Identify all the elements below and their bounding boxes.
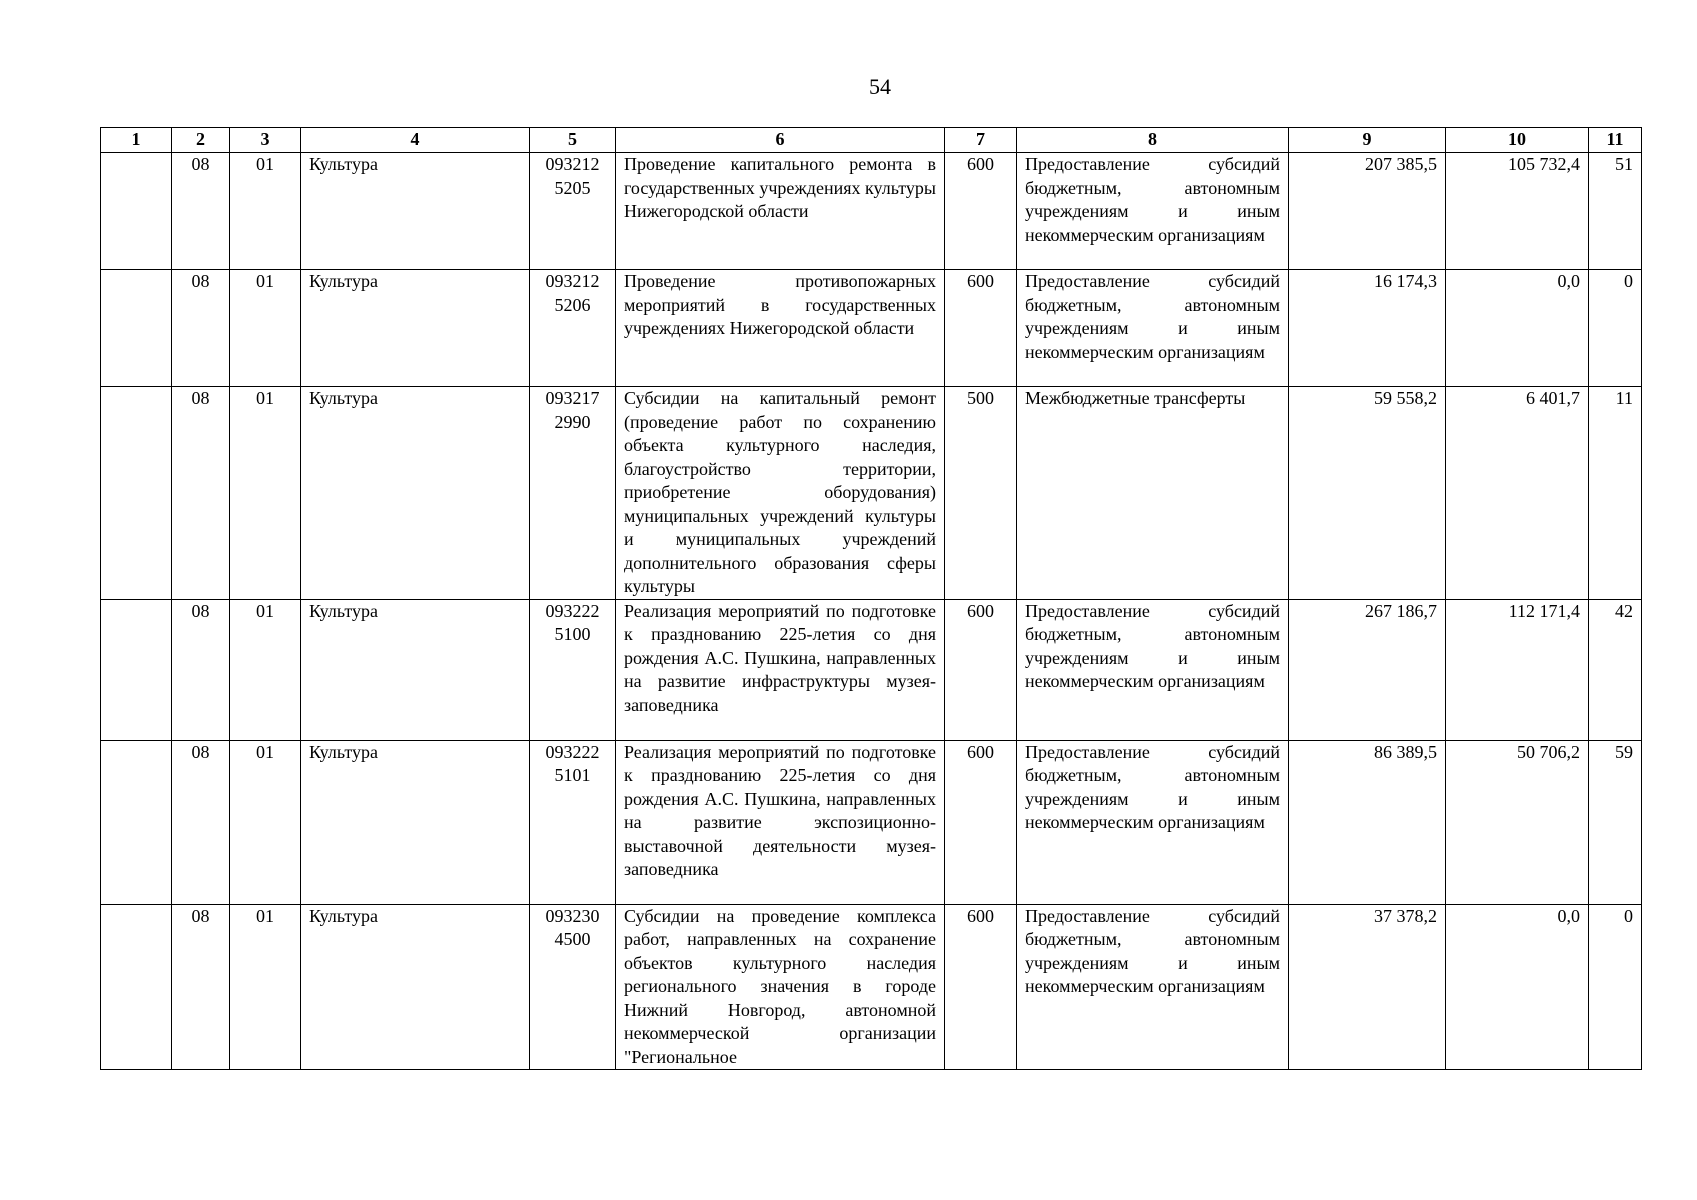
cell-target-code [530, 153, 616, 270]
cell-percent: 59 [1589, 740, 1642, 904]
cell-expense-type: 600 [945, 153, 1017, 270]
cell-target-code [530, 387, 616, 600]
cell-target-code [530, 599, 616, 740]
cell-section-name: Культура [301, 153, 530, 270]
cell-index [101, 599, 172, 740]
cell-executed: 112 171,4 [1446, 599, 1589, 740]
cell-expense-name: Предоставление субсидий бюджетным, автономным учреждениям и иным некоммерческим организациям [1017, 599, 1289, 740]
cell-expense-type: 500 [945, 387, 1017, 600]
code-part: 5100 [554, 624, 591, 644]
column-header: 3 [230, 128, 301, 153]
column-header: 5 [530, 128, 616, 153]
code-part: 093212 [545, 154, 600, 174]
column-header: 9 [1289, 128, 1446, 153]
cell-subsection: 01 [230, 599, 301, 740]
column-header: 8 [1017, 128, 1289, 153]
code-part: 093212 [545, 271, 600, 291]
cell-section: 08 [172, 153, 230, 270]
cell-expense-name: Межбюджетные трансферты [1017, 387, 1289, 600]
cell-description: Реализация мероприятий по подготовке к празднованию 225-летия со дня рождения А.С. Пушкина, направленных на развитие инфраструктуры музея-заповедника [616, 599, 945, 740]
cell-planned: 267 186,7 [1289, 599, 1446, 740]
column-header: 7 [945, 128, 1017, 153]
cell-expense-type: 600 [945, 270, 1017, 387]
cell-expense-name: Предоставление субсидий бюджетным, автономным учреждениям и иным некоммерческим организациям [1017, 904, 1289, 1070]
cell-index [101, 740, 172, 904]
cell-target-code [530, 904, 616, 1070]
column-header: 6 [616, 128, 945, 153]
code-part: 5205 [554, 177, 591, 198]
cell-expense-type: 600 [945, 740, 1017, 904]
cell-section-name: Культура [301, 599, 530, 740]
cell-description: Проведение капитального ремонта в государственных учреждениях культуры Нижегородской области [616, 153, 945, 270]
cell-executed: 6 401,7 [1446, 387, 1589, 600]
cell-percent: 51 [1589, 153, 1642, 270]
cell-section: 08 [172, 740, 230, 904]
cell-description: Проведение противопожарных мероприятий в государственных учреждениях Нижегородской области [616, 270, 945, 387]
table-row [101, 387, 1642, 600]
column-header: 1 [101, 128, 172, 153]
code-part: 2990 [554, 411, 591, 432]
cell-subsection: 01 [230, 904, 301, 1070]
code-part: 093217 [545, 388, 600, 408]
cell-executed: 50 706,2 [1446, 740, 1589, 904]
cell-description: Субсидии на проведение комплекса работ, направленных на сохранение объектов культурного наследия регионального значения в городе Нижний Новгород, автономной некоммерческой организации "Региональное [616, 904, 945, 1070]
cell-section: 08 [172, 599, 230, 740]
cell-planned: 37 378,2 [1289, 904, 1446, 1070]
cell-planned: 86 389,5 [1289, 740, 1446, 904]
cell-target-code [530, 270, 616, 387]
column-header: 10 [1446, 128, 1589, 153]
cell-section-name: Культура [301, 387, 530, 600]
cell-index [101, 270, 172, 387]
budget-table [100, 127, 1642, 1070]
cell-section: 08 [172, 270, 230, 387]
cell-percent: 0 [1589, 270, 1642, 387]
cell-expense-name: Предоставление субсидий бюджетным, автономным учреждениям и иным некоммерческим организациям [1017, 740, 1289, 904]
column-number-row [101, 128, 1642, 153]
cell-section: 08 [172, 904, 230, 1070]
cell-planned: 16 174,3 [1289, 270, 1446, 387]
table-row [101, 270, 1642, 387]
cell-subsection: 01 [230, 153, 301, 270]
cell-planned: 59 558,2 [1289, 387, 1446, 600]
cell-description: Субсидии на капитальный ремонт (проведение работ по сохранению объекта культурного наследия, благоустройство территории, приобретение оборудования) муниципальных учреждений культуры и муниципальных учреждений дополнительного образования сферы культуры [616, 387, 945, 600]
cell-planned: 207 385,5 [1289, 153, 1446, 270]
cell-section-name: Культура [301, 904, 530, 1070]
cell-percent: 11 [1589, 387, 1642, 600]
cell-expense-name: Предоставление субсидий бюджетным, автономным учреждениям и иным некоммерческим организациям [1017, 153, 1289, 270]
cell-index [101, 153, 172, 270]
cell-percent: 42 [1589, 599, 1642, 740]
cell-expense-type: 600 [945, 904, 1017, 1070]
table-row [101, 904, 1642, 1070]
table-row [101, 599, 1642, 740]
cell-executed: 105 732,4 [1446, 153, 1589, 270]
code-part: 5206 [554, 294, 591, 315]
page-number: 54 [869, 74, 891, 99]
table-row [101, 153, 1642, 270]
code-part: 093230 [545, 905, 600, 926]
cell-section: 08 [172, 387, 230, 600]
cell-section-name: Культура [301, 740, 530, 904]
column-header: 4 [301, 128, 530, 153]
cell-subsection: 01 [230, 270, 301, 387]
cell-executed: 0,0 [1446, 270, 1589, 387]
cell-subsection: 01 [230, 740, 301, 904]
cell-percent: 0 [1589, 904, 1642, 1070]
cell-executed: 0,0 [1446, 904, 1589, 1070]
cell-description: Реализация мероприятий по подготовке к празднованию 225-летия со дня рождения А.С. Пушкина, направленных на развитие экспозиционно-выставочной деятельности музея-заповедника [616, 740, 945, 904]
cell-target-code [530, 740, 616, 904]
cell-expense-type: 600 [945, 599, 1017, 740]
column-header: 2 [172, 128, 230, 153]
code-part: 4500 [554, 929, 591, 949]
code-part: 093222 [545, 741, 600, 762]
cell-expense-name: Предоставление субсидий бюджетным, автономным учреждениям и иным некоммерческим организациям [1017, 270, 1289, 387]
table-row [101, 740, 1642, 904]
code-part: 5101 [554, 765, 591, 785]
code-part: 093222 [545, 600, 600, 621]
cell-index [101, 387, 172, 600]
cell-index [101, 904, 172, 1070]
column-header: 11 [1589, 128, 1642, 153]
cell-section-name: Культура [301, 270, 530, 387]
cell-subsection: 01 [230, 387, 301, 600]
